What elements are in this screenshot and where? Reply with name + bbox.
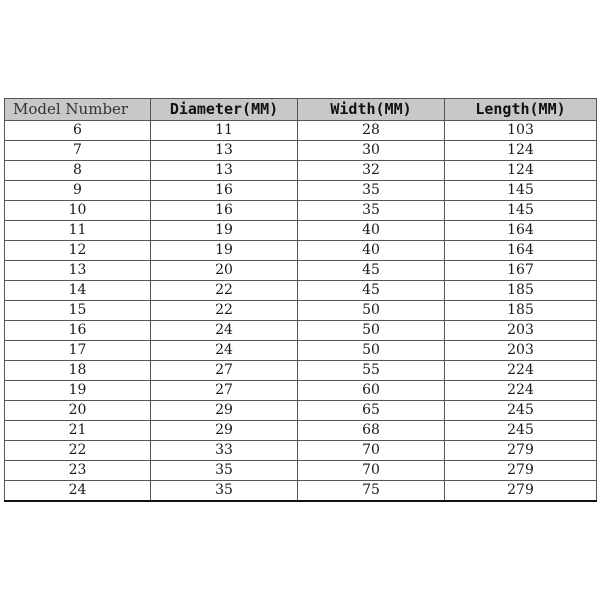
header-width: Width(MM) [298, 99, 445, 121]
width-cell: 55 [298, 361, 445, 381]
length-cell: 279 [445, 461, 597, 481]
table-row [5, 421, 597, 441]
length-cell: 164 [445, 221, 597, 241]
width-cell: 30 [298, 141, 445, 161]
model-number-cell: 9 [5, 181, 151, 201]
length-cell: 224 [445, 361, 597, 381]
diameter-cell: 16 [151, 201, 298, 221]
model-number-cell: 22 [5, 441, 151, 461]
length-cell: 245 [445, 401, 597, 421]
table-row [5, 361, 597, 381]
width-cell: 70 [298, 461, 445, 481]
table-row [5, 481, 597, 502]
table-row [5, 461, 597, 481]
length-cell: 185 [445, 281, 597, 301]
table-row [5, 341, 597, 361]
diameter-cell: 22 [151, 301, 298, 321]
width-cell: 40 [298, 241, 445, 261]
diameter-cell: 35 [151, 461, 298, 481]
diameter-cell: 11 [151, 121, 298, 141]
width-cell: 68 [298, 421, 445, 441]
header-model-number: Model Number [5, 99, 151, 121]
diameter-cell: 27 [151, 381, 298, 401]
model-number-cell: 7 [5, 141, 151, 161]
size-specification-table [4, 98, 597, 502]
table-row [5, 381, 597, 401]
length-cell: 279 [445, 441, 597, 461]
length-cell: 124 [445, 141, 597, 161]
table-header [5, 99, 597, 121]
diameter-cell: 27 [151, 361, 298, 381]
model-number-cell: 18 [5, 361, 151, 381]
length-cell: 167 [445, 261, 597, 281]
table-row [5, 181, 597, 201]
model-number-cell: 17 [5, 341, 151, 361]
length-cell: 145 [445, 181, 597, 201]
width-cell: 35 [298, 201, 445, 221]
diameter-cell: 24 [151, 341, 298, 361]
table-row [5, 241, 597, 261]
model-number-cell: 21 [5, 421, 151, 441]
diameter-cell: 19 [151, 241, 298, 261]
width-cell: 50 [298, 341, 445, 361]
length-cell: 224 [445, 381, 597, 401]
model-number-cell: 16 [5, 321, 151, 341]
diameter-cell: 24 [151, 321, 298, 341]
header-row [5, 99, 597, 121]
width-cell: 45 [298, 281, 445, 301]
table-row [5, 281, 597, 301]
diameter-cell: 35 [151, 481, 298, 502]
width-cell: 70 [298, 441, 445, 461]
model-number-cell: 19 [5, 381, 151, 401]
table-row [5, 321, 597, 341]
diameter-cell: 22 [151, 281, 298, 301]
diameter-cell: 33 [151, 441, 298, 461]
length-cell: 145 [445, 201, 597, 221]
model-number-cell: 14 [5, 281, 151, 301]
model-number-cell: 15 [5, 301, 151, 321]
diameter-cell: 16 [151, 181, 298, 201]
diameter-cell: 13 [151, 141, 298, 161]
model-number-cell: 23 [5, 461, 151, 481]
table-row [5, 401, 597, 421]
length-cell: 279 [445, 481, 597, 502]
table-row [5, 221, 597, 241]
diameter-cell: 29 [151, 401, 298, 421]
width-cell: 32 [298, 161, 445, 181]
length-cell: 103 [445, 121, 597, 141]
header-diameter: Diameter(MM) [151, 99, 298, 121]
table-row [5, 301, 597, 321]
length-cell: 164 [445, 241, 597, 261]
table-row [5, 441, 597, 461]
model-number-cell: 8 [5, 161, 151, 181]
model-number-cell: 10 [5, 201, 151, 221]
width-cell: 75 [298, 481, 445, 502]
width-cell: 50 [298, 321, 445, 341]
diameter-cell: 19 [151, 221, 298, 241]
width-cell: 28 [298, 121, 445, 141]
width-cell: 40 [298, 221, 445, 241]
width-cell: 50 [298, 301, 445, 321]
table-row [5, 161, 597, 181]
length-cell: 203 [445, 341, 597, 361]
table-row [5, 261, 597, 281]
header-length: Length(MM) [445, 99, 597, 121]
diameter-cell: 29 [151, 421, 298, 441]
width-cell: 45 [298, 261, 445, 281]
width-cell: 35 [298, 181, 445, 201]
table-row [5, 201, 597, 221]
table-body [5, 121, 597, 502]
model-number-cell: 24 [5, 481, 151, 502]
model-number-cell: 13 [5, 261, 151, 281]
model-number-cell: 20 [5, 401, 151, 421]
table-row [5, 121, 597, 141]
width-cell: 60 [298, 381, 445, 401]
width-cell: 65 [298, 401, 445, 421]
diameter-cell: 13 [151, 161, 298, 181]
model-number-cell: 12 [5, 241, 151, 261]
length-cell: 203 [445, 321, 597, 341]
model-number-cell: 11 [5, 221, 151, 241]
length-cell: 245 [445, 421, 597, 441]
model-number-cell: 6 [5, 121, 151, 141]
length-cell: 124 [445, 161, 597, 181]
table-row [5, 141, 597, 161]
length-cell: 185 [445, 301, 597, 321]
diameter-cell: 20 [151, 261, 298, 281]
